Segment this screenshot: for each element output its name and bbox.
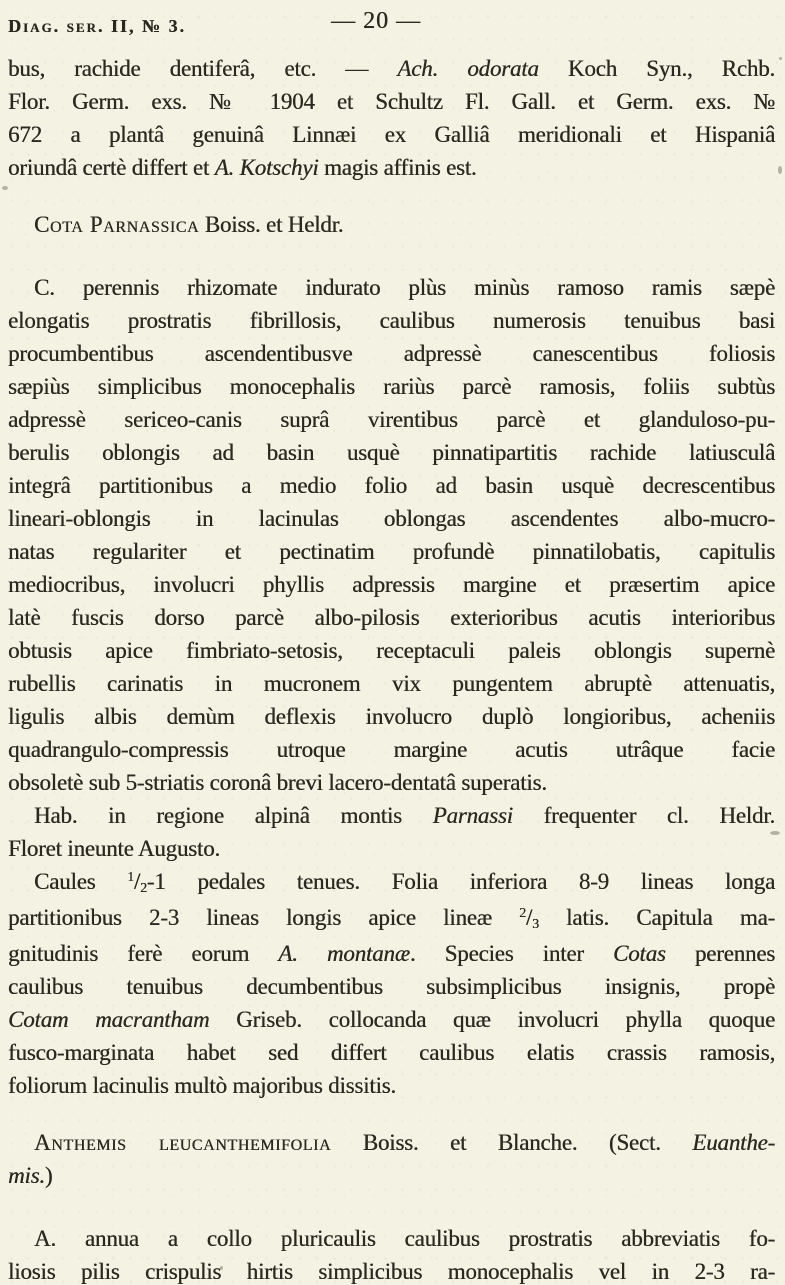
text-line (8, 52, 775, 85)
text-segment: latè fuscis dorso parcè albo-pilosis exterioribus acutis interioribus (8, 605, 775, 630)
text-segment: latis. Capitula ma- (538, 905, 775, 930)
text-line (8, 937, 775, 970)
text-segment: berulis oblongis ad basin usquè pinnatipartitis rachide latiusculâ (8, 440, 775, 465)
text-segment: Floret ineunte Augusto. (8, 836, 220, 861)
paragraph-achillea-continuation (8, 52, 775, 184)
text-line (8, 208, 775, 241)
text-line (8, 436, 775, 469)
text-segment: ) (44, 1163, 53, 1188)
text-segment: procumbentibus ascendentibusve adpressè canescentibus foliosis (8, 341, 775, 366)
text-segment: A. montanæ (278, 941, 410, 966)
text-segment: liosis pilis crispulis hirtis simplicibus monocephalis vel in 2-3 ra- (8, 1259, 775, 1284)
text-line (8, 1159, 775, 1192)
paragraph-observations (8, 865, 775, 1102)
text-segment: quadrangulo-compressis utroque margine acutis utrâque facie (8, 737, 775, 762)
text-line (8, 1003, 775, 1036)
text-segment: partitionibus 2-3 lineas longis apice lineæ (8, 905, 520, 930)
text-segment: elongatis prostratis fibrillosis, caulibus numerosis tenuibus basi (8, 308, 775, 333)
running-head: Diag. ser. II, № 3. (8, 16, 186, 36)
page-content (0, 52, 785, 1285)
paragraph-cota-description (8, 271, 775, 799)
text-segment: Hab. in regione alpinâ montis (34, 803, 433, 828)
text-line (8, 469, 775, 502)
text-line (8, 901, 775, 937)
text-line (8, 568, 775, 601)
text-segment: Anthemis leucanthemifolia (34, 1130, 332, 1155)
scan-speck (2, 186, 8, 190)
text-segment: 2 (519, 905, 526, 921)
text-segment: obsoletè sub 5-striatis coronâ brevi lacero-dentatâ superatis. (8, 770, 547, 795)
text-line (8, 1222, 775, 1255)
text-segment: C. perennis rhizomate indurato plùs minùs ramoso ramis sæpè (34, 275, 775, 300)
text-line (8, 118, 775, 151)
text-line (8, 799, 775, 832)
text-segment: Boiss. et Blanche. (Sect. (331, 1130, 693, 1155)
text-segment: / (133, 869, 141, 894)
text-line (8, 535, 775, 568)
page-number: — 20 — (331, 8, 421, 34)
text-segment: ligulis albis demùm deflexis involucro duplò longioribus, acheniis (8, 704, 775, 729)
scan-speck (220, 1266, 223, 1270)
text-line (8, 502, 775, 535)
text-line (8, 1255, 775, 1285)
text-segment: mis. (8, 1163, 45, 1188)
text-segment: Caules (34, 869, 128, 894)
text-segment: perennes (665, 941, 776, 966)
scan-speck (404, 1272, 407, 1275)
text-line (8, 832, 775, 865)
text-segment: A. Kotschyi (214, 155, 319, 180)
text-segment: Flor. Germ. exs. № 1904 et Schultz Fl. Gall. et Germ. exs. № (8, 89, 775, 114)
text-line (8, 1036, 775, 1069)
text-segment: oriundâ certè differt et (8, 155, 215, 180)
text-segment: lineari-oblongis in lacinulas oblongas ascendentes albo-mucro- (8, 506, 775, 531)
text-line (8, 970, 775, 1003)
text-segment: foliorum lacinulis multò majoribus dissitis. (8, 1073, 396, 1098)
text-segment: sæpiùs simplicibus monocephalis rariùs parcè ramosis, foliis subtùs (8, 374, 775, 399)
paragraph-habitat (8, 799, 775, 865)
text-segment: 1 (127, 869, 134, 885)
text-segment: 3 (532, 916, 539, 932)
paragraph-anthemis-description (8, 1222, 775, 1285)
text-segment: -1 pedales tenues. Folia inferiora 8-9 lineas longa (146, 869, 775, 894)
text-line (8, 151, 775, 184)
text-segment: gnitudinis ferè eorum (8, 941, 279, 966)
text-line (8, 667, 775, 700)
text-segment: mediocribus, involucri phyllis adpressis margine et præsertim apice (8, 572, 775, 597)
text-segment: . Species inter (409, 941, 613, 966)
text-segment: Cotas (612, 941, 666, 966)
text-line (8, 304, 775, 337)
text-segment: magis affinis est. (318, 155, 477, 180)
text-line (8, 337, 775, 370)
text-segment: / (525, 905, 533, 930)
text-segment: Parnassi (432, 803, 513, 828)
text-segment: Boiss. et Heldr. (199, 212, 344, 237)
text-segment: adpressè sericeo-canis suprâ virentibus parcè et glanduloso-pu- (8, 407, 775, 432)
text-line (8, 634, 775, 667)
text-segment: Koch Syn., Rchb. (538, 56, 775, 81)
text-segment: A. annua a collo pluricaulis caulibus prostratis abbreviatis fo- (34, 1226, 775, 1251)
text-segment: rubellis carinatis in mucronem vix pungentem abruptè attenuatis, (8, 671, 775, 696)
text-line (8, 1126, 775, 1159)
heading-anthemis-leucanthemifolia (8, 1126, 775, 1192)
text-segment: 2 (140, 880, 147, 896)
text-line (8, 865, 775, 901)
scan-speck (779, 57, 782, 60)
text-segment: bus, rachide dentiferâ, etc. — (8, 56, 398, 81)
scan-speck (770, 831, 780, 835)
text-segment: integrâ partitionibus a medio folio ad basin usquè decrescentibus (8, 473, 775, 498)
text-segment: Griseb. collocanda quæ involucri phylla quoque (209, 1007, 775, 1032)
text-line (8, 271, 775, 304)
text-segment: caulibus tenuibus decumbentibus subsimplicibus insignis, propè (8, 974, 775, 999)
text-line (8, 601, 775, 634)
text-line (8, 403, 775, 436)
text-segment: Ach. odorata (397, 56, 539, 81)
text-line (8, 766, 775, 799)
heading-cota-parnassica (8, 208, 775, 241)
page-header (8, 8, 777, 38)
text-segment: 672 a plantâ genuinâ Linnæi ex Galliâ meridionali et Hispaniâ (8, 122, 775, 147)
text-segment: Cota Parnassica (34, 212, 200, 237)
text-segment: frequenter cl. Heldr. (512, 803, 775, 828)
text-segment: natas regulariter et pectinatim profundè pinnatilobatis, capitulis (8, 539, 775, 564)
text-line (8, 733, 775, 766)
text-segment: Cotam macrantham (8, 1007, 210, 1032)
text-segment: fusco-marginata habet sed differt caulibus elatis crassis ramosis, (8, 1040, 775, 1065)
text-line (8, 700, 775, 733)
text-segment: Euanthe- (692, 1130, 775, 1155)
text-line (8, 370, 775, 403)
text-segment: obtusis apice fimbriato-setosis, receptaculi paleis oblongis supernè (8, 638, 775, 663)
scan-speck (778, 166, 782, 174)
text-line (8, 1069, 775, 1102)
text-line (8, 85, 775, 118)
